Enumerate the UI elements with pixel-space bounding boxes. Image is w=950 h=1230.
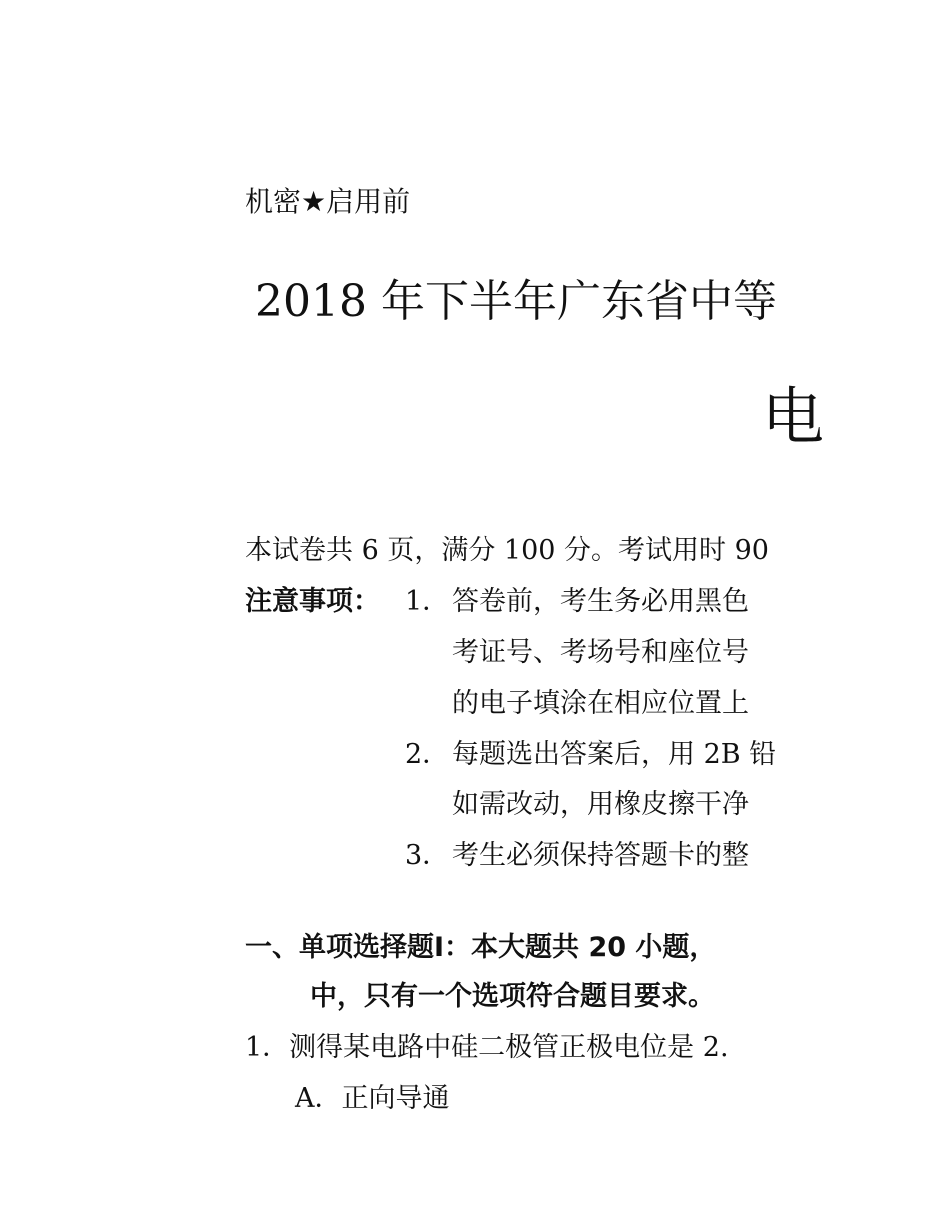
note-2-line-2: 如需改动，用橡皮擦干净 (452, 789, 749, 820)
section-heading: 一、单项选择题Ⅰ：本大题共 20 小题， (245, 932, 717, 963)
note-3-line-1: 考生必须保持答题卡的整 (452, 840, 749, 871)
subject-title-partial: 电 (762, 380, 825, 453)
note-2-line-1: 每题选出答案后，用 2B 铅 (452, 739, 777, 770)
note-1-number: 1． (405, 586, 450, 617)
note-2-number: 2． (405, 739, 450, 770)
note-3-number: 3． (405, 840, 450, 871)
note-1-line-3: 的电子填涂在相应位置上 (452, 688, 749, 719)
question-1-stem: 1．测得某电路中硅二极管正极电位是 2. (245, 1032, 729, 1063)
confidential-mark: 机密★启用前 (245, 185, 411, 218)
note-1-line-1: 答卷前，考生务必用黑色 (452, 586, 749, 617)
notes-label: 注意事项： (245, 586, 380, 617)
exam-intro: 本试卷共 6 页，满分 100 分。考试用时 90 (245, 535, 769, 566)
note-1-line-2: 考证号、考场号和座位号 (452, 637, 749, 668)
exam-title: 2018 年下半年广东省中等 (255, 276, 777, 327)
question-1-option-a: A．正向导通 (295, 1083, 450, 1114)
section-heading-line-2: 中，只有一个选项符合题目要求。 (310, 981, 715, 1012)
